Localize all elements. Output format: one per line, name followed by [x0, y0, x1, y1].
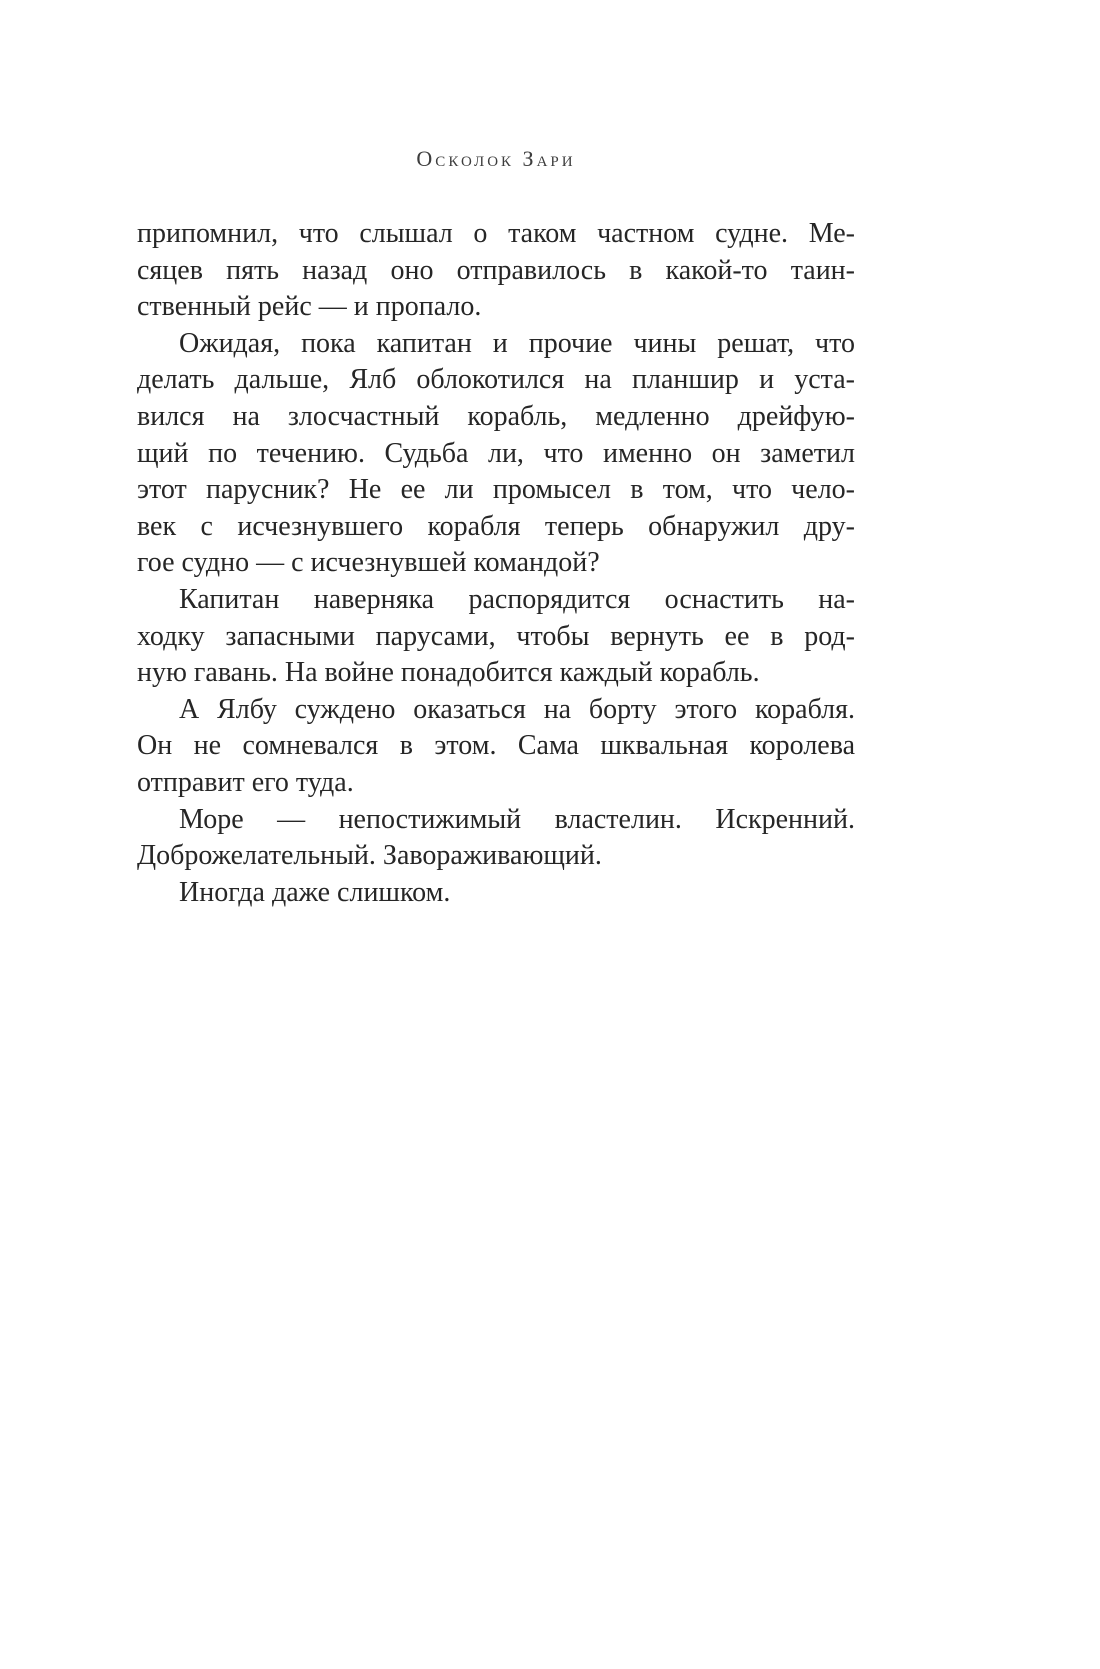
text-line: гое судно — с исчезнувшей командой?: [137, 547, 600, 579]
text-line: Иногда даже слишком.: [179, 876, 451, 908]
text-line: Он не сомневался в этом. Сама шквальная королева: [137, 730, 855, 762]
text-line: отправит его туда.: [137, 766, 354, 798]
text-line: А Ялбу суждено оказаться на борту этого корабля.: [179, 693, 855, 725]
text-line: Капитан наверняка распорядится оснастить на-: [179, 583, 855, 615]
text-line: сяцев пять назад оно отправилось в какой-то таин-: [137, 254, 855, 286]
text-line: Море — непостижимый властелин. Искренний.: [179, 803, 855, 835]
page-text: [137, 216, 855, 911]
text-line: Доброжелательный. Завораживающий.: [137, 840, 602, 872]
text-line: вился на злосчастный корабль, медленно дрейфую-: [137, 400, 855, 432]
text-line: ходку запасными парусами, чтобы вернуть ее в род-: [137, 620, 855, 652]
text-line: этот парусник? Не ее ли промысел в том, что чело-: [137, 474, 855, 506]
text-line: припомнил, что слышал о таком частном судне. Ме-: [137, 218, 855, 249]
running-head: Осколок Зари: [416, 146, 576, 171]
text-line: Ожидая, пока капитан и прочие чины решат, что: [179, 327, 855, 359]
text-line: делать дальше, Ялб облокотился на планшир и уста-: [137, 364, 855, 396]
text-line: ную гавань. На войне понадобится каждый корабль.: [137, 657, 760, 689]
text-line: ственный рейс — и пропало.: [137, 291, 482, 323]
text-line: щий по течению. Судьба ли, что именно он заметил: [137, 437, 855, 469]
text-line: век с исчезнувшего корабля теперь обнаружил дру-: [137, 510, 855, 542]
